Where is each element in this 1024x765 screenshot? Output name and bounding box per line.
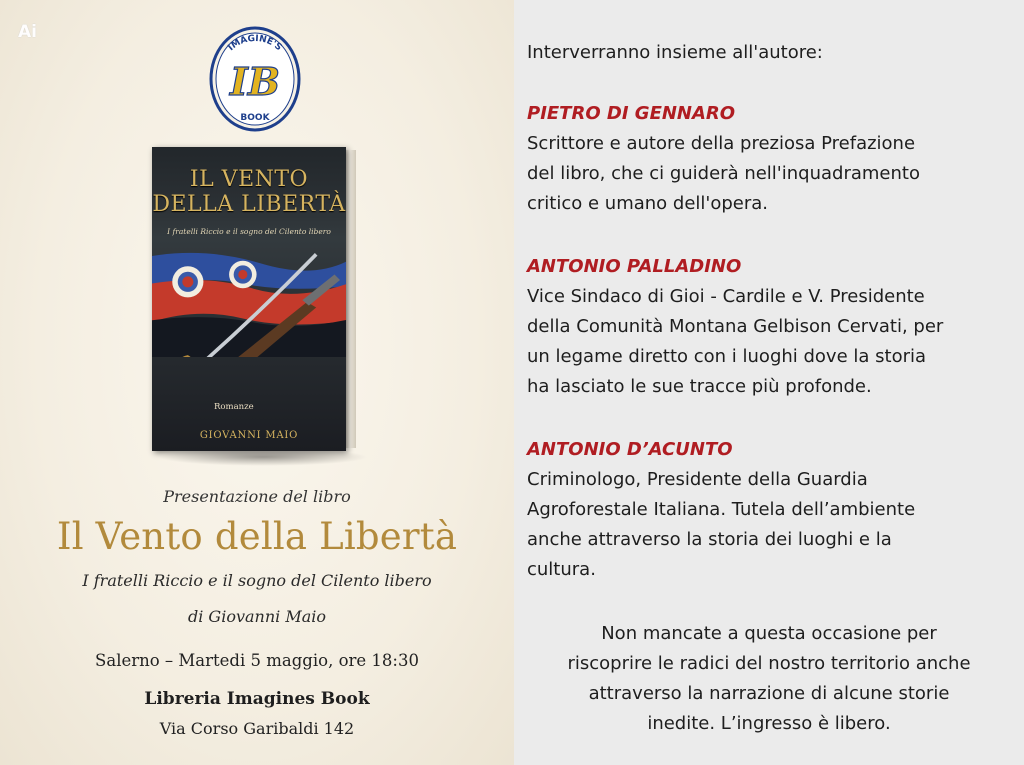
cover-subtitle: I fratelli Riccio e il sogno del Cilento libero — [167, 227, 331, 236]
event-kicker: Presentazione del libro — [163, 487, 351, 506]
event-subtitle: I fratelli Riccio e il sogno del Cilento libero — [82, 571, 432, 590]
logo-bottom-text: BOOK — [240, 113, 270, 123]
description-line: ha lasciato le sue tracce più profonde. — [527, 376, 872, 397]
cover-illustration — [152, 247, 346, 357]
event-venue: Libreria Imagines Book — [144, 689, 370, 709]
description-line: Agroforestale Italiana. Tutela dell’ambiente — [527, 499, 916, 520]
description-line: Criminologo, Presidente della Guardia — [527, 469, 868, 490]
cover-title-line2: DELLA LIBERTÀ — [152, 192, 346, 217]
closing-line: riscoprire le radici del nostro territorio anche — [567, 653, 971, 674]
description-line: anche attraverso la storia dei luoghi e la — [527, 529, 892, 550]
description-line: un legame diretto con i luoghi dove la storia — [527, 346, 927, 367]
description-line: della Comunità Montana Gelbison Cervati, per — [527, 316, 944, 337]
ai-watermark: Ai — [18, 22, 37, 42]
closing-line: inedite. L’ingresso è libero. — [647, 713, 891, 734]
speaker-description — [527, 465, 1007, 585]
cover-genre: Romanze — [214, 402, 254, 412]
cover-author: GIOVANNI MAIO — [199, 430, 299, 441]
cover-front — [152, 147, 346, 451]
closing-line: Non mancate a questa occasione per — [601, 623, 937, 644]
closing-message — [514, 619, 1024, 739]
logo-top-text: IMAGINE'S — [226, 33, 284, 54]
event-byline: di Giovanni Maio — [187, 607, 327, 626]
description-line: del libro, che ci guiderà nell'inquadramento — [527, 163, 920, 184]
speaker-name: ANTONIO D’ACUNTO — [527, 439, 733, 460]
speaker-name: ANTONIO PALLADINO — [527, 256, 742, 277]
speakers-intro: Interverranno insieme all'autore: — [527, 42, 823, 63]
description-line: cultura. — [527, 559, 596, 580]
description-line: Vice Sindaco di Gioi - Cardile e V. Presidente — [527, 286, 925, 307]
cover-title-line1: IL VENTO — [189, 167, 309, 192]
event-title: Il Vento della Libertà — [56, 515, 458, 558]
description-line: Scrittore e autore della preziosa Prefazione — [527, 133, 916, 154]
speaker-description — [527, 282, 1007, 402]
imagines-book-logo — [207, 23, 303, 135]
book-pages-edge — [346, 150, 356, 448]
speaker-name: PIETRO DI GENNARO — [527, 103, 736, 124]
speaker-description — [527, 129, 1007, 219]
logo-monogram: IB — [230, 59, 280, 104]
closing-line: attraverso la narrazione di alcune storie — [588, 683, 950, 704]
description-line: critico e umano dell'opera. — [527, 193, 769, 214]
event-date-time: Salerno – Martedi 5 maggio, ore 18:30 — [95, 651, 419, 670]
event-address: Via Corso Garibaldi 142 — [159, 719, 355, 738]
book-cover — [152, 147, 356, 451]
